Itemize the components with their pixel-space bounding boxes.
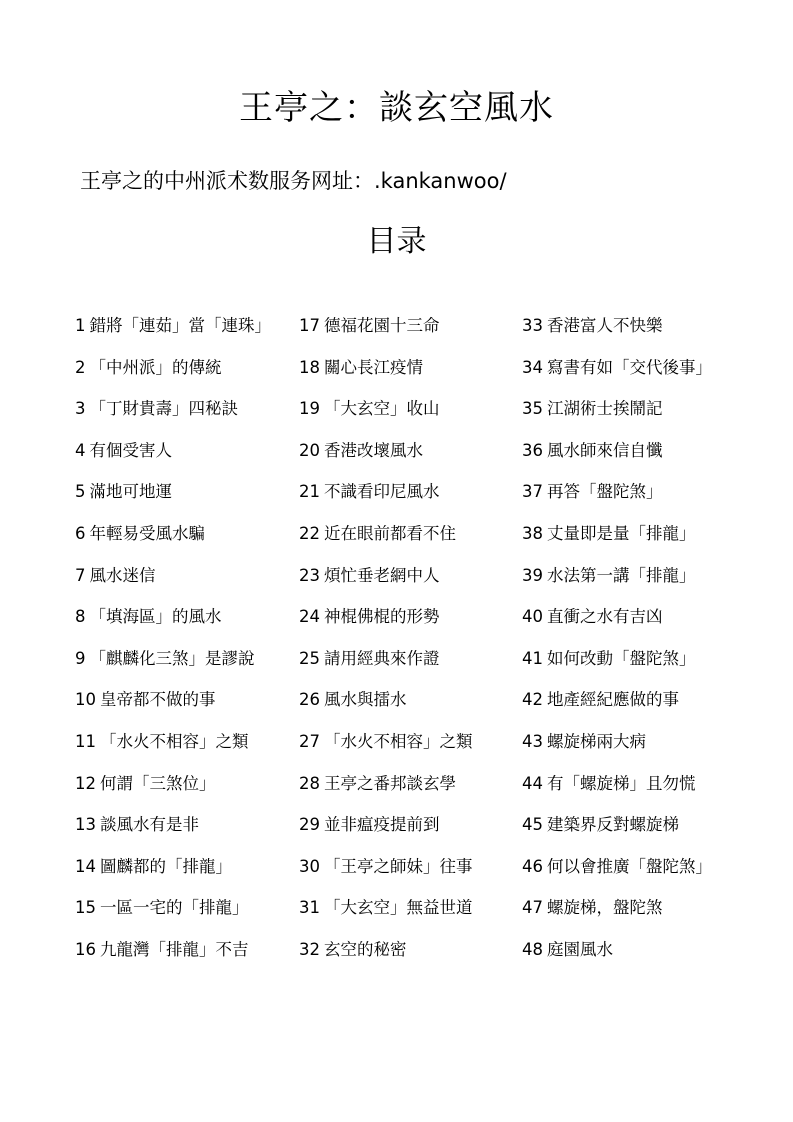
toc-entry-number: 46: [522, 856, 543, 876]
toc-entry-number: 15: [75, 898, 96, 918]
toc-entry-number: 36: [522, 440, 543, 460]
toc-entry[interactable]: [299, 354, 473, 396]
toc-entry-number: 34: [522, 357, 543, 377]
toc-entry-number: 3: [75, 399, 86, 419]
toc-entry[interactable]: [522, 645, 712, 687]
toc-entry[interactable]: [75, 437, 271, 479]
toc-entry[interactable]: [75, 811, 271, 853]
toc-entry-number: 13: [75, 815, 96, 835]
toc-entry[interactable]: [75, 395, 271, 437]
toc-entry-number: 41: [522, 648, 543, 668]
toc-entry-number: 10: [75, 690, 96, 710]
toc-entry-title: 風水迷信: [89, 565, 156, 585]
toc-column-2: [299, 312, 473, 978]
toc-entry[interactable]: [75, 936, 271, 978]
toc-column-3: [522, 312, 712, 978]
toc-entry-title: 地產經紀應做的事: [547, 690, 679, 710]
toc-entry[interactable]: [299, 686, 473, 728]
toc-entry-title: 請用經典來作證: [324, 648, 440, 668]
toc-entry-number: 32: [299, 939, 320, 959]
toc-entry[interactable]: [75, 354, 271, 396]
toc-entry-title: 有「螺旋梯」且勿慌: [547, 773, 696, 793]
toc-entry-title: 何以會推廣「盤陀煞」: [547, 856, 712, 876]
toc-entry-title: 丈量即是量「排龍」: [547, 523, 696, 543]
toc-entry[interactable]: [522, 437, 712, 479]
toc-entry-title: 「麒麟化三煞」是謬說: [89, 648, 255, 668]
toc-entry-title: 「大玄空」收山: [324, 399, 440, 419]
toc-column-1: [75, 312, 271, 978]
toc-entry-title: 「王亭之師妹」往事: [324, 856, 473, 876]
toc-entry-title: 滿地可地運: [89, 482, 172, 502]
toc-entry[interactable]: [522, 478, 712, 520]
toc-entry-number: 29: [299, 815, 320, 835]
toc-entry[interactable]: [299, 520, 473, 562]
toc-entry-title: 庭園風水: [547, 939, 613, 959]
toc-entry-number: 11: [75, 731, 96, 751]
toc-entry-number: 14: [75, 856, 96, 876]
toc-entry-number: 39: [522, 565, 543, 585]
toc-entry-number: 44: [522, 773, 543, 793]
toc-entry-title: 「丁財貴壽」四秘訣: [89, 399, 238, 419]
toc-entry-number: 45: [522, 815, 543, 835]
toc-entry[interactable]: [522, 562, 712, 604]
toc-entry[interactable]: [75, 478, 271, 520]
toc-entry-number: 12: [75, 773, 96, 793]
toc-entry-title: 談風水有是非: [100, 815, 199, 835]
toc-entry[interactable]: [75, 894, 271, 936]
toc-entry-title: 螺旋梯，盤陀煞: [547, 898, 663, 918]
toc-entry-number: 20: [299, 440, 320, 460]
toc-entry[interactable]: [75, 853, 271, 895]
toc-entry[interactable]: [299, 437, 473, 479]
toc-entry-number: 7: [75, 565, 86, 585]
toc-entry[interactable]: [299, 395, 473, 437]
toc-entry-title: 風水師來信自懺: [547, 440, 663, 460]
toc-entry-title: 水法第一講「排龍」: [547, 565, 696, 585]
toc-entry-number: 33: [522, 316, 543, 335]
toc-entry[interactable]: [75, 312, 271, 354]
toc-entry[interactable]: [522, 853, 712, 895]
toc-entry-title: 何謂「三煞位」: [100, 773, 216, 793]
toc-entry-title: 如何改動「盤陀煞」: [547, 648, 696, 668]
toc-entry[interactable]: [522, 395, 712, 437]
toc-entry-title: 皇帝都不做的事: [100, 690, 216, 710]
toc-entry[interactable]: [522, 811, 712, 853]
toc-entry[interactable]: [299, 936, 473, 978]
toc-entry-number: 47: [522, 898, 543, 918]
toc-entry-number: 23: [299, 565, 320, 585]
toc-entry-title: 「大玄空」無益世道: [324, 898, 473, 918]
toc-entry-number: 18: [299, 357, 320, 377]
toc-entry-title: 並非瘟疫提前到: [324, 815, 440, 835]
toc-entry-number: 42: [522, 690, 543, 710]
toc-entry-title: 建築界反對螺旋梯: [547, 815, 679, 835]
toc-entry-title: 近在眼前都看不住: [324, 523, 456, 543]
toc-entry[interactable]: [299, 728, 473, 770]
toc-entry[interactable]: [75, 603, 271, 645]
toc-entry[interactable]: [522, 312, 712, 354]
toc-entry-title: 錯將「連茹」當「連珠」: [89, 316, 271, 335]
toc-entry-title: 玄空的秘密: [324, 939, 407, 959]
toc-entry-number: 22: [299, 523, 320, 543]
website-line: 王亭之的中州派术数服务网址：.kankanwoo/: [80, 169, 507, 193]
toc-entry-number: 8: [75, 607, 86, 627]
toc-entry[interactable]: [522, 894, 712, 936]
toc-entry-title: 「填海區」的風水: [89, 607, 222, 627]
toc-entry-number: 37: [522, 482, 543, 502]
toc-entry-number: 26: [299, 690, 320, 710]
toc-entry-number: 2: [75, 357, 86, 377]
toc-entry-number: 24: [299, 607, 320, 627]
toc-entry[interactable]: [299, 562, 473, 604]
toc-entry-number: 28: [299, 773, 320, 793]
toc-entry[interactable]: [299, 853, 473, 895]
toc-entry-title: 風水與擂水: [324, 690, 407, 710]
toc-entry[interactable]: [299, 478, 473, 520]
toc-entry[interactable]: [299, 603, 473, 645]
toc-entry-title: 「中州派」的傳統: [89, 357, 222, 377]
toc-entry-number: 6: [75, 523, 86, 543]
toc-entry-title: 德福花園十三命: [324, 316, 440, 335]
toc-entry-title: 關心長江疫情: [324, 357, 423, 377]
toc-entry[interactable]: [299, 312, 473, 354]
toc-entry-number: 16: [75, 939, 96, 959]
toc-entry-title: 年輕易受風水騙: [89, 523, 205, 543]
toc-entry-title: 寫書有如「交代後事」: [547, 357, 712, 377]
toc-entry-title: 直衝之水有吉凶: [547, 607, 663, 627]
toc-entry-title: 「水火不相容」之類: [100, 731, 249, 751]
toc-entry-number: 1: [75, 316, 86, 335]
toc-entry[interactable]: [75, 562, 271, 604]
table-of-contents: [0, 312, 793, 972]
toc-entry-number: 30: [299, 856, 320, 876]
toc-entry-number: 4: [75, 440, 86, 460]
toc-entry[interactable]: [75, 728, 271, 770]
toc-entry[interactable]: [299, 894, 473, 936]
toc-entry[interactable]: [522, 603, 712, 645]
document-title: 王亭之：談玄空風水: [239, 88, 554, 128]
toc-entry-number: 38: [522, 523, 543, 543]
toc-entry-number: 31: [299, 898, 320, 918]
toc-entry-title: 江湖術士挨鬧記: [547, 399, 663, 419]
toc-entry[interactable]: [299, 811, 473, 853]
toc-entry-title: 香港改壞風水: [324, 440, 423, 460]
toc-heading: 目录: [366, 224, 427, 259]
toc-entry-title: 煩忙垂老網中人: [324, 565, 440, 585]
toc-entry-title: 「水火不相容」之類: [324, 731, 473, 751]
toc-entry-number: 25: [299, 648, 320, 668]
toc-entry-number: 19: [299, 399, 320, 419]
toc-entry[interactable]: [75, 520, 271, 562]
toc-entry-number: 48: [522, 939, 543, 959]
toc-entry-title: 有個受害人: [89, 440, 172, 460]
toc-entry-title: 圖麟都的「排龍」: [100, 856, 232, 876]
toc-entry-title: 神棍佛棍的形勢: [324, 607, 440, 627]
toc-entry[interactable]: [522, 686, 712, 728]
toc-entry-title: 不識看印尼風水: [324, 482, 440, 502]
toc-entry[interactable]: [75, 686, 271, 728]
toc-entry[interactable]: [522, 520, 712, 562]
toc-entry[interactable]: [522, 936, 712, 978]
toc-entry[interactable]: [299, 770, 473, 812]
toc-entry-number: 17: [299, 316, 320, 335]
toc-entry-number: 35: [522, 399, 543, 419]
toc-entry-number: 27: [299, 731, 320, 751]
toc-entry-title: 王亭之番邦談玄學: [324, 773, 456, 793]
toc-entry[interactable]: [522, 354, 712, 396]
toc-entry-title: 一區一宅的「排龍」: [100, 898, 249, 918]
toc-entry-title: 再答「盤陀煞」: [547, 482, 663, 502]
toc-entry-number: 5: [75, 482, 86, 502]
toc-entry-number: 9: [75, 648, 86, 668]
toc-entry[interactable]: [299, 645, 473, 687]
toc-entry[interactable]: [75, 645, 271, 687]
toc-entry-number: 40: [522, 607, 543, 627]
toc-entry-number: 21: [299, 482, 320, 502]
toc-entry[interactable]: [522, 728, 712, 770]
toc-entry-title: 香港富人不快樂: [547, 316, 663, 335]
toc-entry-title: 九龍灣「排龍」不吉: [100, 939, 249, 959]
toc-entry[interactable]: [522, 770, 712, 812]
toc-entry-number: 43: [522, 731, 543, 751]
toc-entry[interactable]: [75, 770, 271, 812]
toc-entry-title: 螺旋梯兩大病: [547, 731, 646, 751]
